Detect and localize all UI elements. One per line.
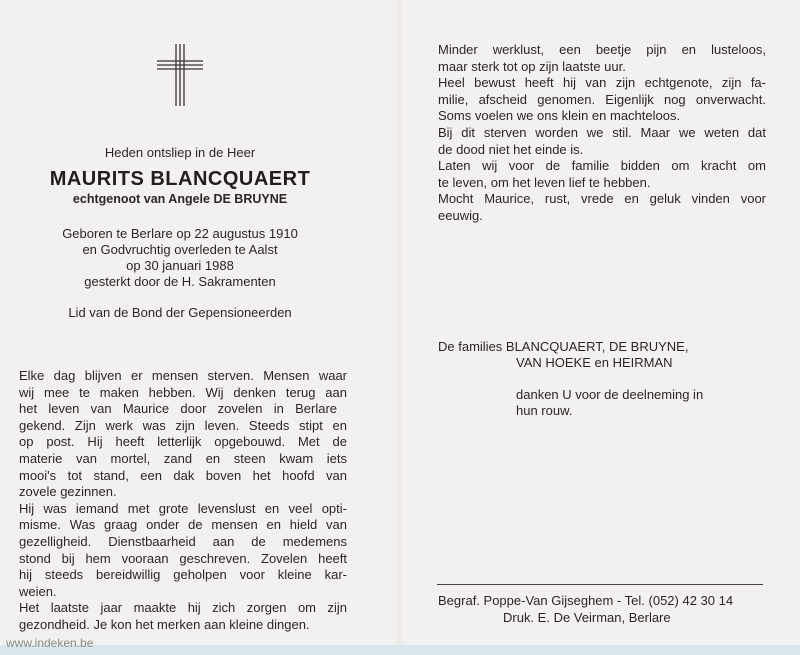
membership-text: Lid van de Bond der Gepensioneerden — [68, 305, 292, 320]
text-line: stond bij hem vooraan geschreven. Zovelen heeft — [19, 550, 347, 566]
text-line: Heel bewust heeft hij van zijn echtgenote, zijn fa- — [438, 75, 766, 91]
text-line: te leven, om het leven lief te hebben. — [438, 174, 651, 190]
text-line: op post. Hij heeft letterlijk opgebouwd. Met de — [19, 434, 347, 450]
printer-text: Druk. E. De Veirman, Berlare — [503, 610, 671, 625]
text-line: Minder werklust, een beetje pijn en lusteloos, — [438, 42, 766, 57]
birth-line: Geboren te Berlare op 22 augustus 1910 — [62, 226, 298, 241]
card-fold — [398, 0, 402, 655]
text-line: gekend. Zijn werk was zijn leven. Steeds stipt en — [19, 417, 347, 433]
birth-line: op 30 januari 1988 — [126, 258, 234, 273]
deceased-name: MAURITS BLANCQUAERT — [49, 168, 311, 190]
scan-edge — [0, 645, 800, 655]
text-line: Soms voelen we ons klein en machteloos. — [438, 108, 681, 124]
spouse-text: echtgenoot van Angele DE BRUYNE — [72, 192, 288, 206]
text-line: wij mee te maken hebben. Wij denken terug aan — [19, 384, 347, 400]
text-line: mooi's tot stand, een dak boven het hoofd van — [19, 467, 347, 483]
poem-paragraph — [438, 42, 766, 225]
text-line: weien. — [19, 583, 57, 599]
families-line: De families BLANCQUAERT, DE BRUYNE, — [438, 339, 689, 354]
text-line: Hij was iemand met grote levenslust en veel opti- — [19, 500, 347, 516]
funeral-home-text: Begraf. Poppe-Van Gijseghem - Tel. (052) 42 30 14 — [438, 593, 734, 608]
text-line: misme. Was graag onder de mensen en hield van — [19, 517, 347, 533]
cross-icon — [156, 43, 204, 107]
text-line: eeuwig. — [438, 207, 483, 223]
text-line: de dood niet het einde is. — [438, 141, 584, 157]
intro-text: Heden ontsliep in de Heer — [104, 145, 256, 160]
families-line: VAN HOEKE en HEIRMAN — [516, 355, 673, 370]
text-line: maar sterk tot op zijn laatste uur. — [438, 58, 626, 74]
text-line: Elke dag blijven er mensen sterven. Mensen waar — [19, 368, 347, 383]
birth-line: en Godvruchtig overleden te Aalst — [82, 242, 278, 257]
text-line: materie van mortel, zand en steen kwam iets — [19, 450, 347, 466]
text-line: gezelligheid. Dienstbaarheid aan de medemens — [19, 533, 347, 549]
text-line: Bij dit sterven worden we stil. Maar we weten dat — [438, 124, 766, 140]
text-line: milie, afscheid genomen. Eigenlijk nog onverwacht. — [438, 91, 766, 107]
thanks-line: danken U voor de deelneming in — [516, 387, 704, 402]
birth-line: gesterkt door de H. Sakramenten — [84, 274, 276, 289]
text-line: Het laatste jaar maakte hij zich zorgen om zijn — [19, 600, 347, 616]
text-line: Mocht Maurice, rust, vrede en geluk vinden voor — [438, 191, 766, 207]
text-line: zovele gezinnen. — [19, 484, 117, 500]
tribute-paragraph — [19, 368, 347, 634]
text-line: Laten wij voor de familie bidden om kracht om — [438, 158, 766, 174]
watermark-text: www.indeken.be — [6, 636, 94, 650]
divider-line — [437, 584, 763, 585]
text-line: het leven van Maurice door zovelen in Berlare — [19, 401, 337, 417]
thanks-line: hun rouw. — [516, 403, 573, 418]
text-line: gezondheid. Je kon het merken aan kleine dingen. — [19, 616, 310, 632]
text-line: hij steeds bereidwillig geholpen voor kleine kar- — [19, 567, 347, 583]
